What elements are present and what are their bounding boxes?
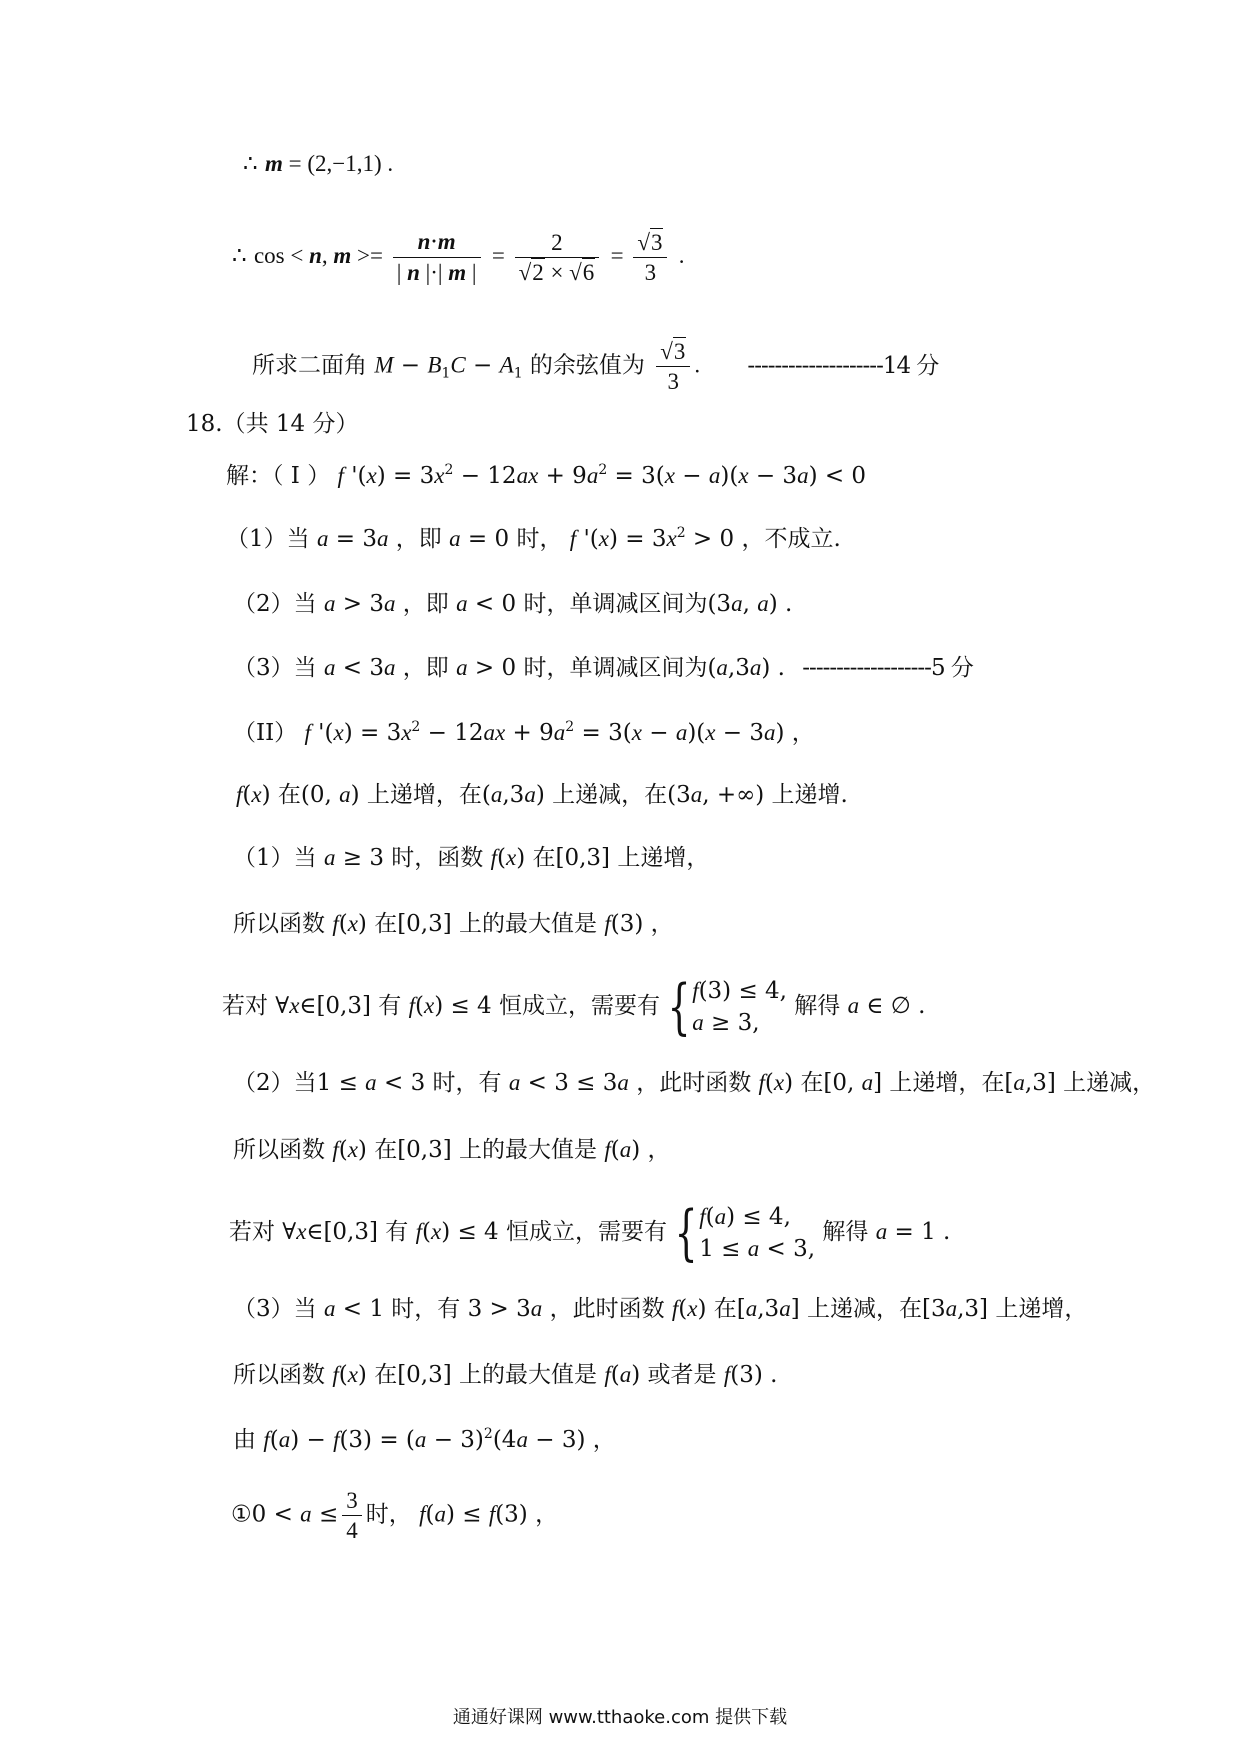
line-dihedral: 所求二面角 $M - B_1C - A_1$ 的余弦值为 $\frac{√3}{3}$ . --------------------14 分 [252, 339, 939, 394]
brace-system-2: { [674, 1198, 698, 1269]
line-p2-max-3: 所以函数 f(x) 在[0,3] 上的最大值是 f(a) 或者是 f(3) . [233, 1362, 778, 1388]
score-5: -------------------5 分 [802, 655, 973, 681]
system-2: f(a) ≤ 4, 1 ≤ a < 3, [699, 1204, 816, 1263]
line-case-3: （3）当 a < 3a ，即 a > 0 时，单调减区间为(a,3a) . -------------------5 分 [233, 655, 973, 681]
line-case-1: （1）当 a = 3a ，即 a = 0 时， f '$(x) = 3x^2 > 0$ ，不成立. [226, 525, 841, 552]
line-part-2: （II） f '$(x) = 3x^2 - 12ax + 9a^2 = 3(x - a)(x - 3a)$ ， [233, 719, 815, 746]
line-p2-cond-1: 若对 ∀x∈[0,3] 有 f(x) ≤ 4 恒成立，需要有 { f(3) ≤ 4, a ≥ 3, 解得 a ∈ ∅ . [222, 972, 926, 1043]
line-cos: ∴ cos < n, m >= $\frac{n\cdot m}{| n |\cdot| m |}$ = $\frac{2}{√2 \times √6}$ = $\frac{√3}{3}$ . [232, 229, 685, 285]
line-p2-max-1: 所以函数 f(x) 在[0,3] 上的最大值是 f(3) ， [233, 911, 674, 937]
line-p2-sub-1: ①0 < a ≤ $\frac{3}{4}$ 时， f(a) ≤ f(3) ， [231, 1488, 559, 1543]
brace-system-1: { [667, 972, 691, 1043]
line-p2-case-2: （2）当1 ≤ a < 3 时，有 a < 3 ≤ 3a ，此时函数 f(x) 在[0, a] 上递增，在[a,3] 上递减， [233, 1070, 1156, 1096]
line-case-2: （2）当 a > 3a ，即 a < 0 时，单调减区间为(3a, a) . [233, 591, 793, 617]
line-monotone: f(x) 在(0, a) 上递增，在(a,3a) 上递减，在(3a, +∞) 上递增. [236, 782, 848, 808]
fraction-result: $\frac{√3}{3}$ [633, 231, 667, 284]
fraction-cos-value: $\frac{√3}{3}$ [656, 340, 690, 393]
page-footer: 通通好课网 www.tthaoke.com 提供下载 [452, 1707, 788, 1728]
score-14: --------------------14 分 [747, 352, 939, 379]
line-p2-case-3: （3）当 a < 1 时，有 3 > 3a ，此时函数 f(x) 在[a,3a] 上递减，在[3a,3] 上递增， [233, 1296, 1088, 1322]
line-p2-max-2: 所以函数 f(x) 在[0,3] 上的最大值是 f(a) ， [233, 1137, 671, 1163]
fraction-dot-product: $\frac{n\cdot m}{| n |\cdot| m |}$ [393, 230, 481, 284]
fraction-three-quarters: $\frac{3}{4}$ [342, 1489, 362, 1542]
line-sol-1: 解：（ I ） f '$(x) = 3x^2 - 12ax + 9a^2 = 3(x - a)(x - 3a) < 0$ [226, 462, 867, 489]
line-m-vector: ∴ m = (2,−1,1) . [243, 151, 394, 177]
fraction-values: $\frac{2}{√2 \times √6}$ [515, 231, 600, 284]
system-1: f(3) ≤ 4, a ≥ 3, [692, 978, 787, 1037]
line-p2-cond-2: 若对 ∀x∈[0,3] 有 f(x) ≤ 4 恒成立，需要有 { f(a) ≤ 4, 1 ≤ a < 3, 解得 a = 1 . [229, 1198, 951, 1269]
line-p2-case-1: （1）当 a ≥ 3 时，函数 f(x) 在[0,3] 上递增， [233, 845, 710, 871]
question-18-header: 18.（共 14 分） [186, 411, 359, 437]
line-p2-diff: 由 $f(a) - f(3) = (a - 3)^2(4a - 3)$ ， [233, 1426, 616, 1453]
